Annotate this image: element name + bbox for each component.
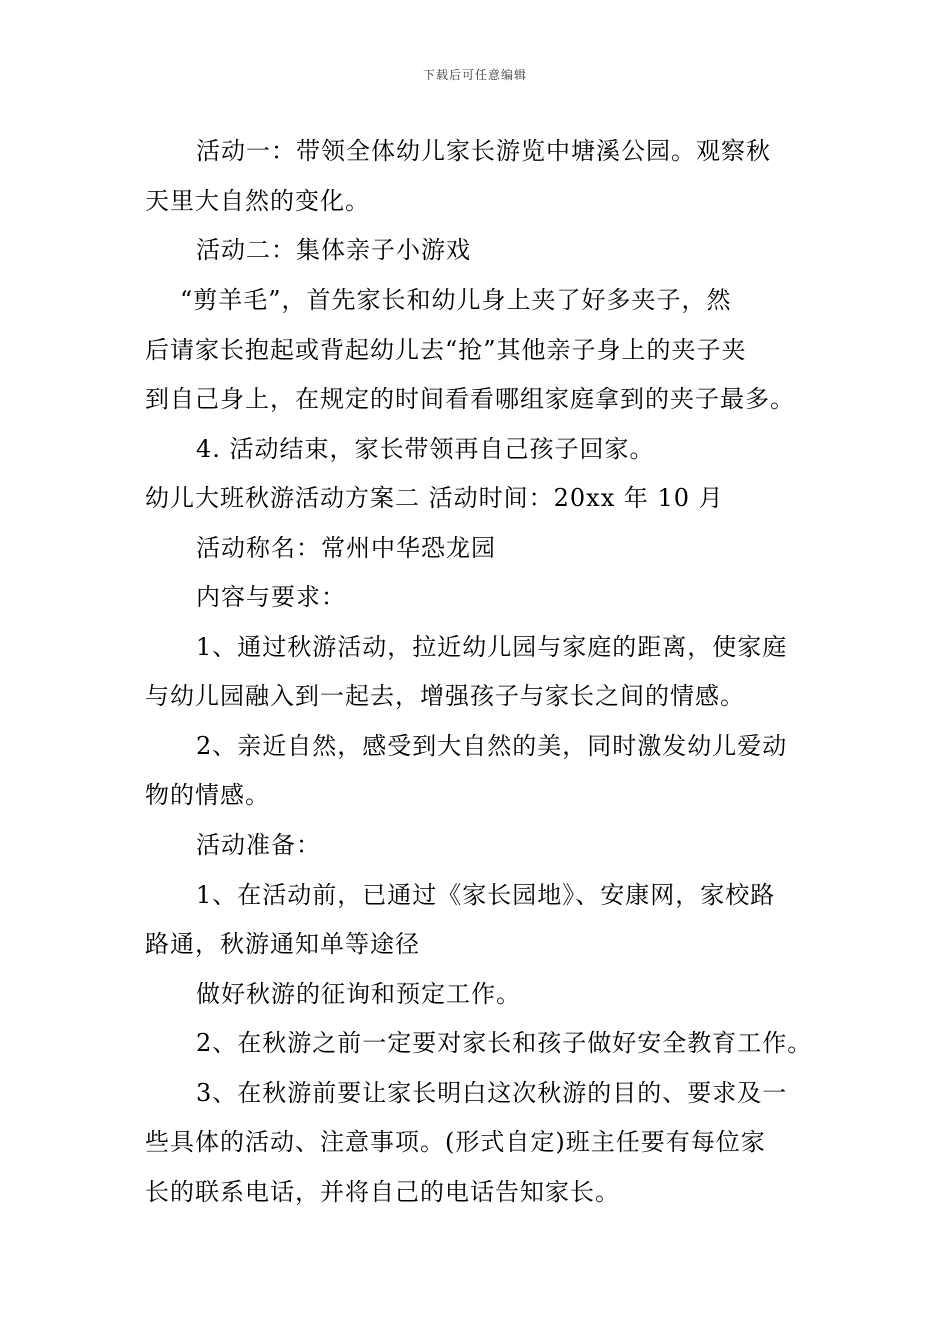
paragraph-line: 内容与要求： xyxy=(196,583,346,611)
paragraph-line: 活动称名：常州中华恐龙园 xyxy=(196,534,496,562)
paragraph-line: 到自己身上，在规定的时间看看哪组家庭拿到的夹子最多。 xyxy=(145,385,795,413)
paragraph-line: 天里大自然的变化。 xyxy=(145,187,370,215)
paragraph-line: 路通，秋游通知单等途径 xyxy=(145,930,420,958)
paragraph-line: 与幼儿园融入到一起去，增强孩子与家长之间的情感。 xyxy=(145,682,745,710)
paragraph-line: 物的情感。 xyxy=(145,781,270,809)
page-header: 下载后可任意编辑 xyxy=(422,68,527,82)
paragraph-line: 活动一：带领全体幼儿家长游览中塘溪公园。观察秋 xyxy=(196,137,771,165)
paragraph-line: 2、在秋游之前一定要对家长和孩子做好安全教育工作。 xyxy=(196,1029,813,1057)
paragraph-line: 长的联系电话，并将自己的电话告知家长。 xyxy=(145,1178,620,1206)
paragraph-line: 活动准备： xyxy=(196,831,321,859)
paragraph-line: 后请家长抱起或背起幼儿去“抢”其他亲子身上的夹子夹 xyxy=(145,336,747,364)
section-title-line: 幼儿大班秋游活动方案二 活动时间：20xx 年 10 月 xyxy=(145,484,724,512)
paragraph-line: 活动二：集体亲子小游戏 xyxy=(196,236,471,264)
paragraph-line: 些具体的活动、注意事项。(形式自定)班主任要有每位家 xyxy=(145,1128,766,1156)
paragraph-line: 4. 活动结束，家长带领再自己孩子回家。 xyxy=(196,435,655,463)
paragraph-line: 做好秋游的征询和预定工作。 xyxy=(196,980,521,1008)
paragraph-line: 1、通过秋游活动，拉近幼儿园与家庭的距离，使家庭 xyxy=(196,633,788,661)
paragraph-line: 1、在活动前，已通过《家长园地》、安康网，家校路 xyxy=(196,881,776,909)
paragraph-line: 3、在秋游前要让家长明白这次秋游的目的、要求及一 xyxy=(196,1079,788,1107)
paragraph-line: “剪羊毛”，首先家长和幼儿身上夹了好多夹子，然 xyxy=(180,286,732,314)
paragraph-line: 2、亲近自然，感受到大自然的美，同时激发幼儿爱动 xyxy=(196,732,788,760)
